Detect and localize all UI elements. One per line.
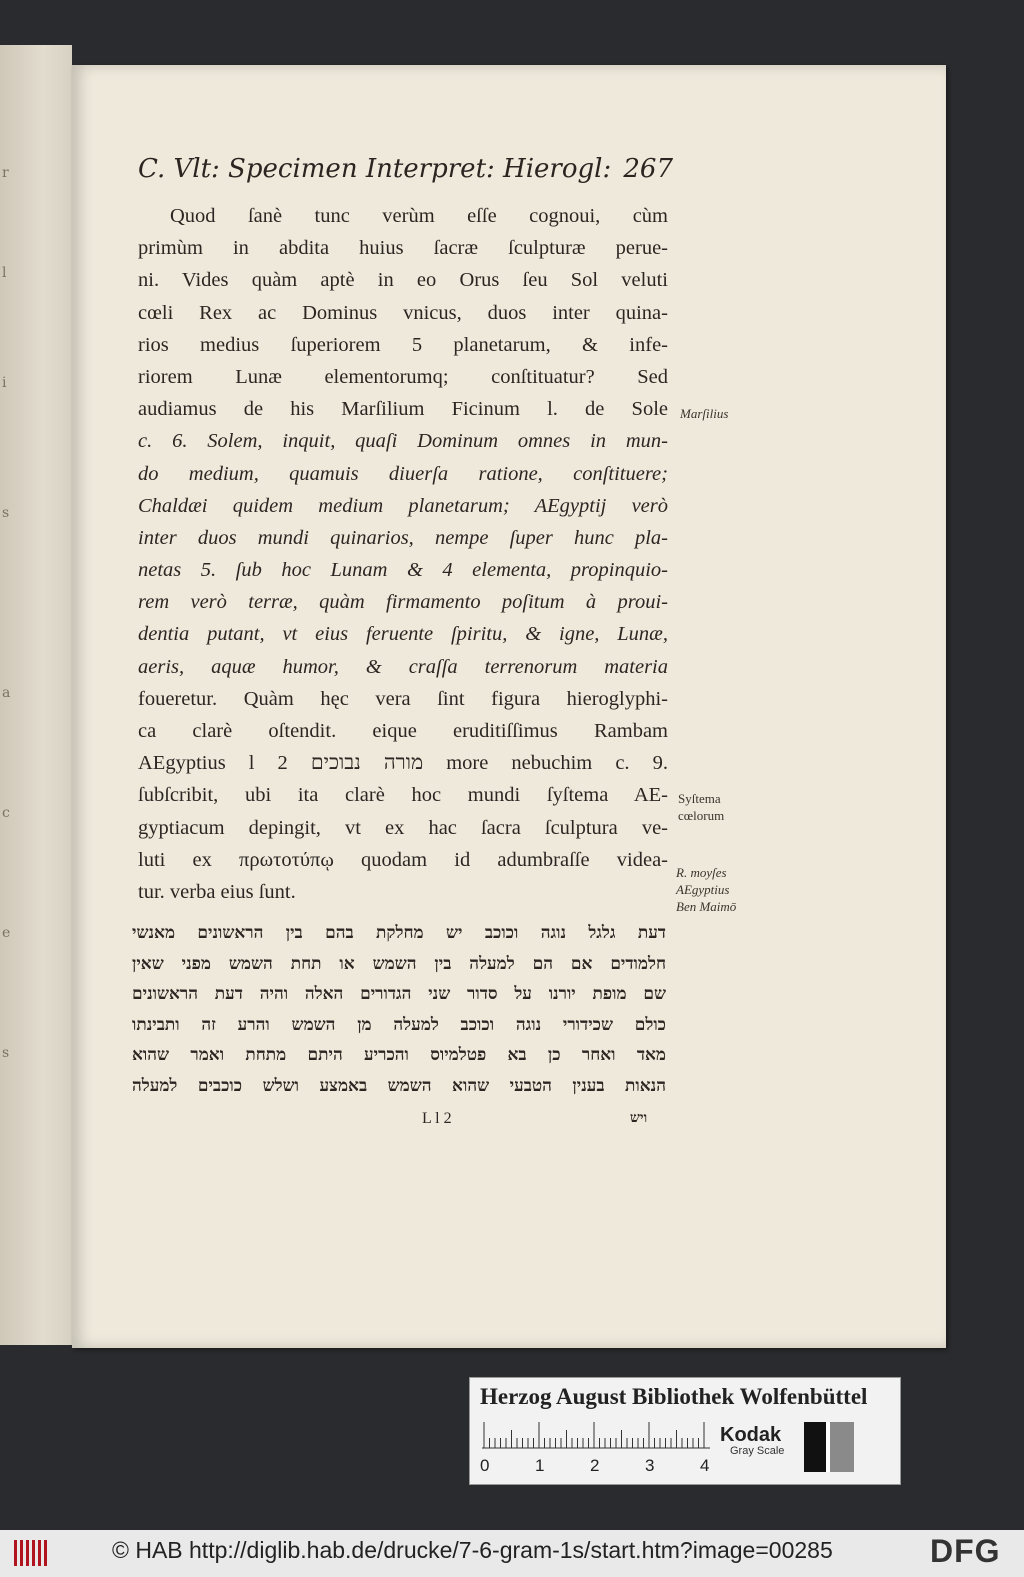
text-line: aeris, aquæ humor, & craſſa terrenorum materia [138, 655, 668, 678]
hebrew-quotation [132, 918, 666, 1102]
text-line: foueretur. Quàm hęc vera ſint figura hieroglyphi- [138, 687, 668, 710]
margin-note-moyses [676, 864, 736, 915]
hebrew-line: דעת גלגל נוגה וכוכב יש מחלקת בהם בין הראשונים מאנשי [132, 923, 666, 943]
margin-note-line: Syſtema [678, 791, 721, 806]
text-line: dentia putant, vt eius feruente ſpiritu, & igne, Lunæ, [138, 623, 668, 646]
hebrew-line: חלמודים אם הם למעלה בין השמש או תחת השמש מפני שאין [132, 953, 666, 974]
text-line: do medium, quamuis diuerſa ratione, conſtituere; [138, 462, 668, 485]
dfg-logo: DFG [930, 1533, 1001, 1569]
catchword: ויש [630, 1110, 648, 1126]
text-line: inter duos mundi quinarios, nempe ſuper hunc pla- [138, 526, 668, 549]
text-line: luti ex πρωτοτύπῳ quodam id adumbraſſe videa- [138, 848, 668, 871]
text-line: AEgyptius l 2 מורה נבוכים more nebuchim c. 9. [138, 752, 668, 775]
hebrew-line: כולם שכידורי נוגה וכוכב למעלה מן השמש והרע זה ותבינתו [132, 1014, 666, 1035]
facing-page-fragment: a [2, 685, 11, 701]
text-line: tur. verba eius ſunt. [138, 880, 296, 903]
margin-note-line: AEgyptius [676, 882, 730, 897]
ruler-number: 3 [645, 1456, 655, 1475]
facing-page-fragment: c [2, 805, 10, 821]
ruler-numbers [480, 1456, 720, 1478]
text-line: c. 6. Solem, inquit, quaſi Dominum omnes in mun- [138, 430, 668, 453]
text-line: Quod ſanè tunc verùm eſſe cognoui, cùm [170, 205, 668, 227]
facing-page-fragment: e [2, 925, 11, 941]
facing-page-fragment: r [2, 165, 9, 181]
gray-patch-mid [830, 1422, 854, 1472]
text-line: netas 5. ſub hoc Lunam & 4 elementa, propinquio- [138, 559, 668, 582]
text-line: ſubſcribit, ubi ita clarè hoc mundi ſyſtema AE- [138, 784, 668, 807]
margin-note-line: Ben Maimō [676, 899, 737, 914]
text-line: ca clarè oſtendit. eique eruditiſſimus Rambam [138, 720, 668, 742]
body-text [138, 200, 668, 908]
gray-patch-black [804, 1422, 826, 1472]
text-line: ni. Vides quàm aptè in eo Orus ſeu Sol veluti [138, 269, 668, 292]
text-line: rem verò terræ, quàm firmamento poſitum à proui- [138, 591, 668, 614]
ruler-number: 0 [480, 1456, 490, 1475]
text-line: Chaldæi quidem medium planetarum; AEgyptij verò [138, 494, 668, 517]
ruler-number: 1 [535, 1456, 545, 1475]
kodak-subtitle: Gray Scale [730, 1445, 785, 1457]
facing-page-fragment: s [2, 505, 10, 521]
facing-page-fragment: s [2, 1045, 10, 1061]
viewer-footer [0, 1530, 1024, 1577]
library-name: Herzog August Bibliothek Wolfenbüttel [480, 1384, 868, 1409]
kodak-brand: Kodak [720, 1424, 782, 1446]
kodak-label [720, 1424, 784, 1457]
text-line: primùm in abdita huius ſacræ ſculpturæ perue- [138, 237, 668, 260]
text-line: riorem Lunæ elementorumq; conſtituatur? Sed [138, 365, 668, 388]
ruler-number: 2 [590, 1456, 600, 1475]
running-title: C. Vlt: Specimen Interpret: Hierogl: [138, 154, 612, 184]
hebrew-line: מאד ואחר כן בא פטלמיוס והכריע היתם מתחת ואמר שהוא [132, 1045, 666, 1066]
ruler-scale [482, 1418, 710, 1450]
page-number: 267 [623, 154, 673, 184]
facing-page-fragment: i [2, 375, 7, 391]
text-line: cœli Rex ac Dominus vnicus, duos inter quina- [138, 301, 668, 324]
text-line: rios medius ſuperiorem 5 planetarum, & infe- [138, 333, 668, 356]
hebrew-line: הנאות בענין הטבעי שהוא השמש באמצע ושלש כוכבים למעלה [132, 1075, 666, 1096]
hab-logo-icon [14, 1538, 48, 1568]
signature-mark: L l 2 [422, 1110, 452, 1127]
hebrew-line: שם מופת יורנו על סדור שני הגדורים האלה והיה דעת הראשונים [132, 984, 666, 1005]
margin-note-systema [678, 790, 724, 824]
facing-page-edge [0, 45, 72, 1345]
ruler-number: 4 [700, 1456, 710, 1475]
running-header [138, 150, 673, 194]
margin-note-line: R. moyſes [676, 865, 727, 880]
text-line: gyptiacum depingit, vt ex hac ſacra ſculptura ve- [138, 816, 668, 839]
text-line: audiamus de his Marſilium Ficinum l. de Sole [138, 398, 668, 421]
facing-page-fragment: l [2, 265, 7, 281]
margin-note-line: cœlorum [678, 808, 725, 823]
source-link[interactable]: © HAB http://diglib.hab.de/drucke/7-6-gram-1s/start.htm?image=00285 [112, 1537, 833, 1563]
library-color-card [469, 1377, 901, 1485]
margin-note-marsilius: Marſilius [680, 406, 729, 421]
